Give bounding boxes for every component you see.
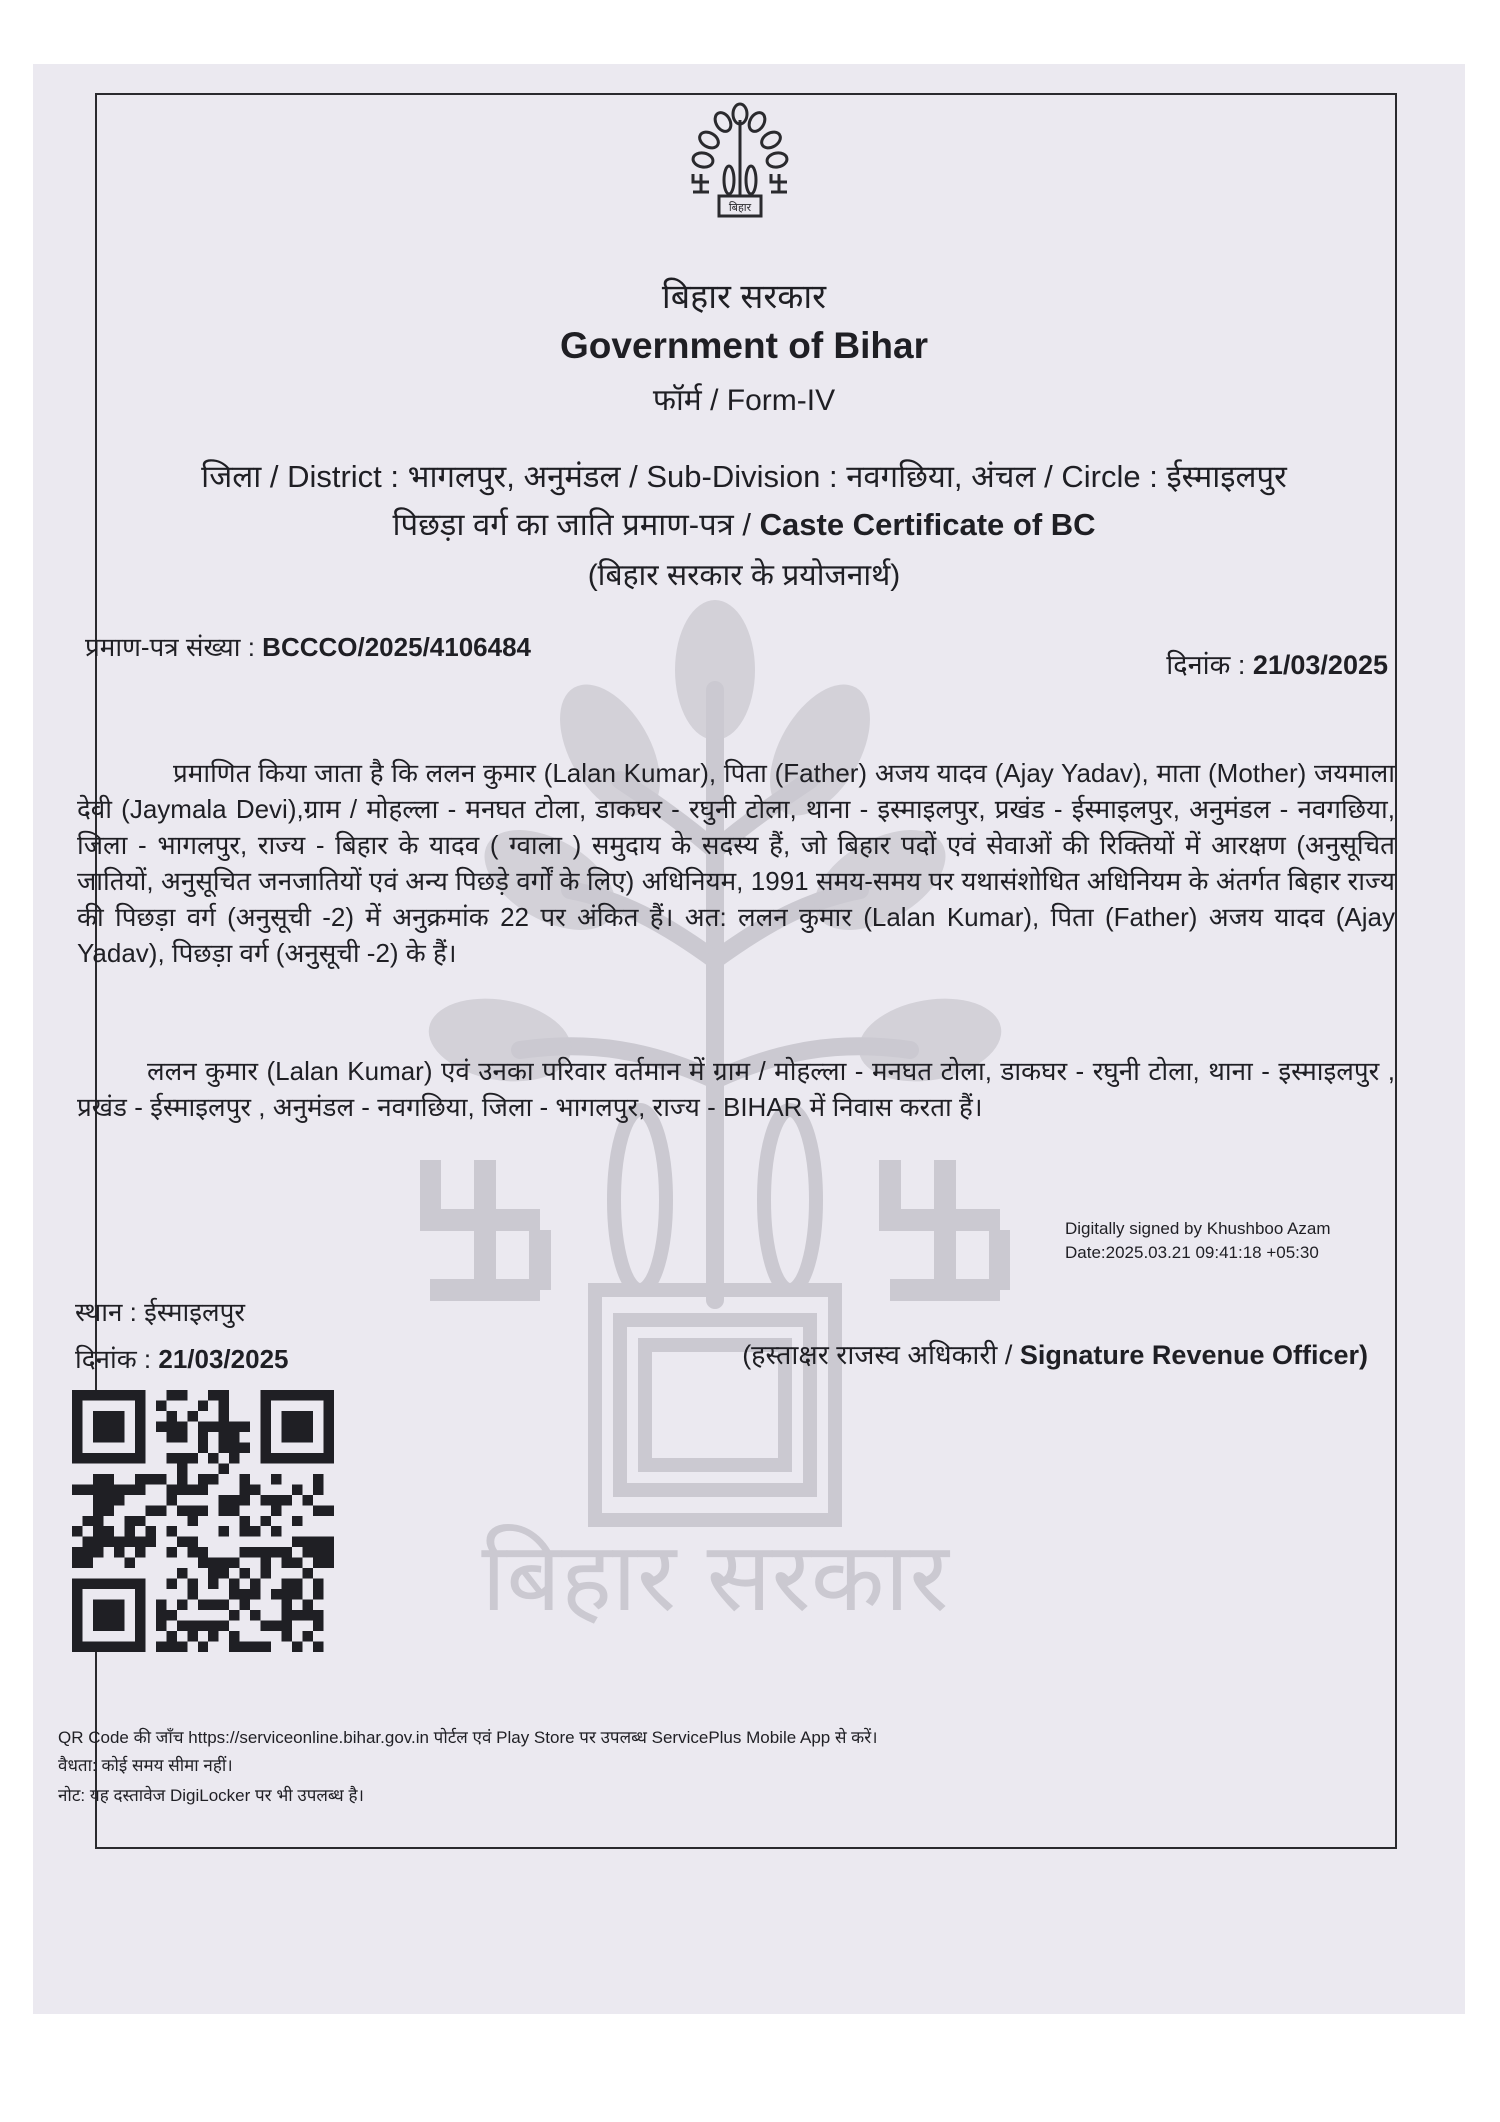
district-label: जिला / District : xyxy=(201,459,400,494)
header-title-hindi: बिहार सरकार xyxy=(661,278,827,316)
issue-date: 21/03/2025 xyxy=(1252,650,1388,680)
place-line xyxy=(75,1293,245,1329)
subdivision-value: नवगछिया, xyxy=(846,459,963,494)
certificate-body-paragraph: प्रमाणित किया जाता है कि ललन कुमार (Lalan Kumar), पिता (Father) अजय यादव (Ajay Yadav), माता (Mother) जयमाला देवी (Jaymala Devi),ग्राम / मोहल्ला - मनघत टोला, डाकघर - रघुनी टोला, थाना - इस्माइलपुर, प्रखंड - ईस्माइलपुर, अनुमंडल - नवगछिया, जिला - भागलपुर, राज्य - बिहार के यादव ( ग्वाला ) समुदाय के सदस्य हैं, जो बिहार पदों एवं सेवाओं की रिक्तियों में आरक्षण (अनुसूचित जातियों, अनुसूचित जनजातियों एवं अन्य पिछड़े वर्गों के लिए) अधिनियम, 1991 समय-समय पर यथासंशोधित अधिनियम के अंतर्गत बिहार राज्य की पिछड़ा वर्ग (अनुसूची -2) में अनुक्रमांक 22 पर अंकित हैं। अत: ललन कुमार (Lalan Kumar), पिता (Father) अजय यादव (Ajay Yadav), पिछड़ा वर्ग (अनुसूची -2) के हैं। xyxy=(77,758,1395,968)
bihar-emblem-icon xyxy=(685,100,795,232)
place-label: स्थान : xyxy=(75,1297,137,1327)
validity-note: वैधता: कोई समय सीमा नहीं। xyxy=(58,1756,233,1775)
certificate-type xyxy=(95,503,1393,545)
issue-date-label: दिनांक : xyxy=(1166,650,1246,680)
emblem-caption: बिहार xyxy=(728,201,752,214)
sign-date-label: दिनांक : xyxy=(75,1344,152,1374)
place-value: ईस्माइलपुर xyxy=(144,1297,246,1327)
header-title-english: Government of Bihar xyxy=(560,325,928,366)
circle-label: अंचल / Circle : xyxy=(971,459,1158,494)
purpose-line: (बिहार सरकार के प्रयोजनार्थ) xyxy=(587,559,901,592)
sign-date: 21/03/2025 xyxy=(158,1344,289,1374)
qr-code-icon xyxy=(72,1390,334,1652)
circle-value: ईस्माइलपुर xyxy=(1166,459,1287,494)
caste-title-hindi: पिछड़ा वर्ग का जाति प्रमाण-पत्र / xyxy=(392,507,752,542)
digital-signature-date: Date:2025.03.21 09:41:18 +05:30 xyxy=(1065,1243,1319,1262)
digital-signature-signer: Digitally signed by Khushboo Azam xyxy=(1065,1219,1331,1238)
certificate-number: BCCCO/2025/4106484 xyxy=(262,632,532,662)
district-value: भागलपुर, xyxy=(407,459,515,494)
watermark-text: बिहार सरकार xyxy=(481,1521,949,1633)
officer-title-english: Signature Revenue Officer) xyxy=(1019,1340,1368,1370)
digilocker-note: नोट: यह दस्तावेज DigiLocker पर भी उपलब्ध है। xyxy=(58,1786,364,1805)
issue-date-line xyxy=(1166,645,1388,682)
jurisdiction-line xyxy=(95,455,1393,497)
certificate-number-label: प्रमाण-पत्र संख्या : xyxy=(85,632,255,662)
form-number: फॉर्म / Form-IV xyxy=(652,384,836,417)
qr-verification-note: QR Code की जाँच https://serviceonline.bihar.gov.in पोर्टल एवं Play Store पर उपलब्ध ServicePlus Mobile App से करें। xyxy=(58,1728,878,1747)
subdivision-label: अनुमंडल / Sub-Division : xyxy=(523,459,838,494)
certificate-number-line xyxy=(85,628,531,664)
officer-signature-caption xyxy=(742,1335,1368,1372)
sign-date-line xyxy=(75,1340,289,1376)
digital-signature xyxy=(1065,1217,1331,1265)
officer-title-hindi: (हस्ताक्षर राजस्व अधिकारी / xyxy=(742,1340,1013,1370)
residence-paragraph: ललन कुमार (Lalan Kumar) एवं उनका परिवार वर्तमान में ग्राम / मोहल्ला - मनघत टोला, डाकघर - रघुनी टोला, थाना - इस्माइलपुर , प्रखंड - ईस्माइलपुर , अनुमंडल - नवगछिया, जिला - भागलपुर, राज्य - BIHAR में निवास करता हैं। xyxy=(77,1056,1395,1122)
caste-title-english: Caste Certificate of BC xyxy=(759,507,1096,542)
